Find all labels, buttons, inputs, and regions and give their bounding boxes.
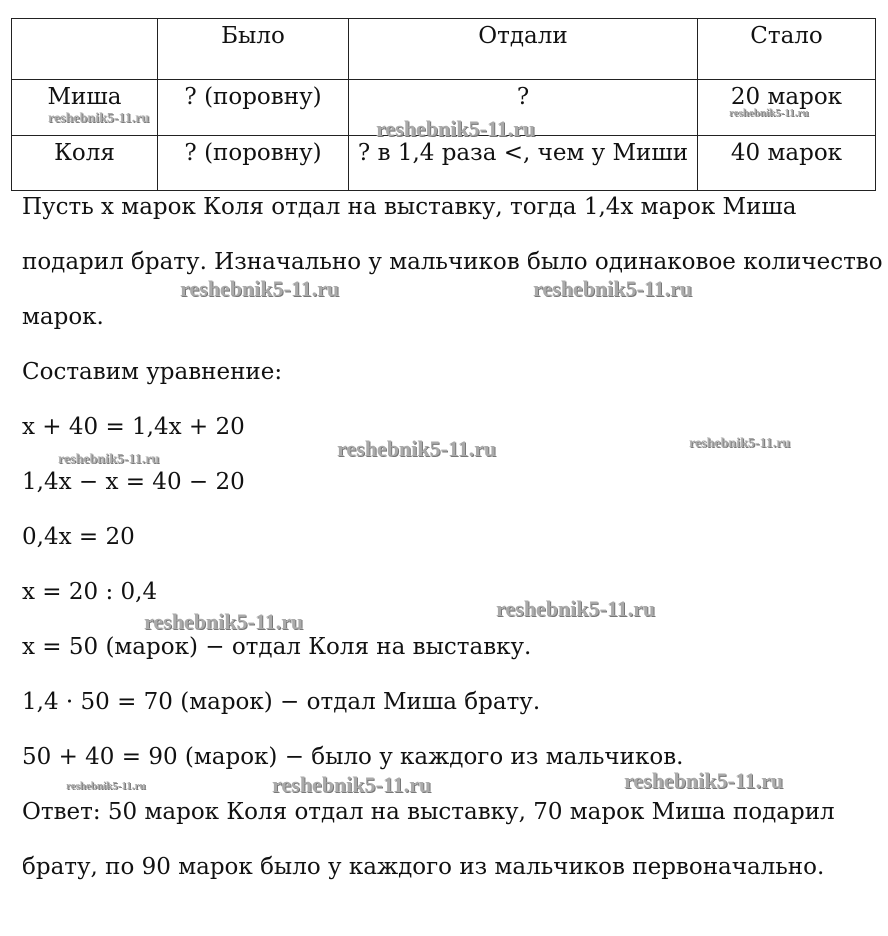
solution-line: Пусть x марок Коля отдал на выставку, тогда 1,4x марок Миша: [22, 194, 797, 220]
equation-line: 1,4x − x = 40 − 20: [22, 469, 245, 495]
table-cell: 40 марок: [698, 136, 876, 191]
watermark: reshebnik5-11.ru: [533, 276, 693, 301]
watermark: reshebnik5-11.ru: [58, 452, 160, 467]
watermark: reshebnik5-11.ru: [624, 768, 784, 793]
table-cell: ? в 1,4 раза <, чем у Миши: [349, 136, 698, 191]
watermark: reshebnik5-11.ru: [144, 609, 304, 634]
watermark: reshebnik5-11.ru: [272, 772, 432, 797]
equation-line: 0,4x = 20: [22, 524, 135, 550]
table-header-cell: Было: [158, 19, 349, 80]
table-cell: ?: [349, 80, 698, 136]
table-cell: Коля: [12, 136, 158, 191]
solution-line: 50 + 40 = 90 (марок) − было у каждого из мальчиков.: [22, 744, 684, 770]
table-header-row: [12, 19, 876, 80]
table-row: [12, 136, 876, 191]
table-cell: 20 марок: [698, 80, 876, 136]
table-cell: ? (поровну): [158, 80, 349, 136]
equation-line: x + 40 = 1,4x + 20: [22, 414, 245, 440]
watermark: reshebnik5-11.ru: [48, 111, 150, 126]
table-header-cell: Отдали: [349, 19, 698, 80]
watermark: reshebnik5-11.ru: [376, 116, 536, 141]
table-header-cell: Стало: [698, 19, 876, 80]
watermark: reshebnik5-11.ru: [180, 276, 340, 301]
watermark: reshebnik5-11.ru: [337, 436, 497, 461]
data-table: [11, 18, 876, 191]
answer-line: брату, по 90 марок было у каждого из мальчиков первоначально.: [22, 854, 825, 880]
solution-line: x = 50 (марок) − отдал Коля на выставку.: [22, 634, 532, 660]
watermark: reshebnik5-11.ru: [496, 596, 656, 621]
solution-line: марок.: [22, 304, 104, 330]
solution-line: 1,4 · 50 = 70 (марок) − отдал Миша брату.: [22, 689, 541, 715]
solution-line: подарил брату. Изначально у мальчиков было одинаковое количество: [22, 249, 883, 275]
table-header-cell: [12, 19, 158, 80]
table-cell: ? (поровну): [158, 136, 349, 191]
answer-line: Ответ: 50 марок Коля отдал на выставку, 70 марок Миша подарил: [22, 799, 835, 825]
solution-line: Составим уравнение:: [22, 359, 283, 385]
equation-line: x = 20 : 0,4: [22, 579, 158, 605]
watermark: reshebnik5-11.ru: [689, 436, 791, 451]
table-cell: Миша: [12, 80, 158, 136]
watermark: reshebnik5-11.ru: [66, 780, 146, 792]
watermark: reshebnik5-11.ru: [729, 107, 809, 119]
